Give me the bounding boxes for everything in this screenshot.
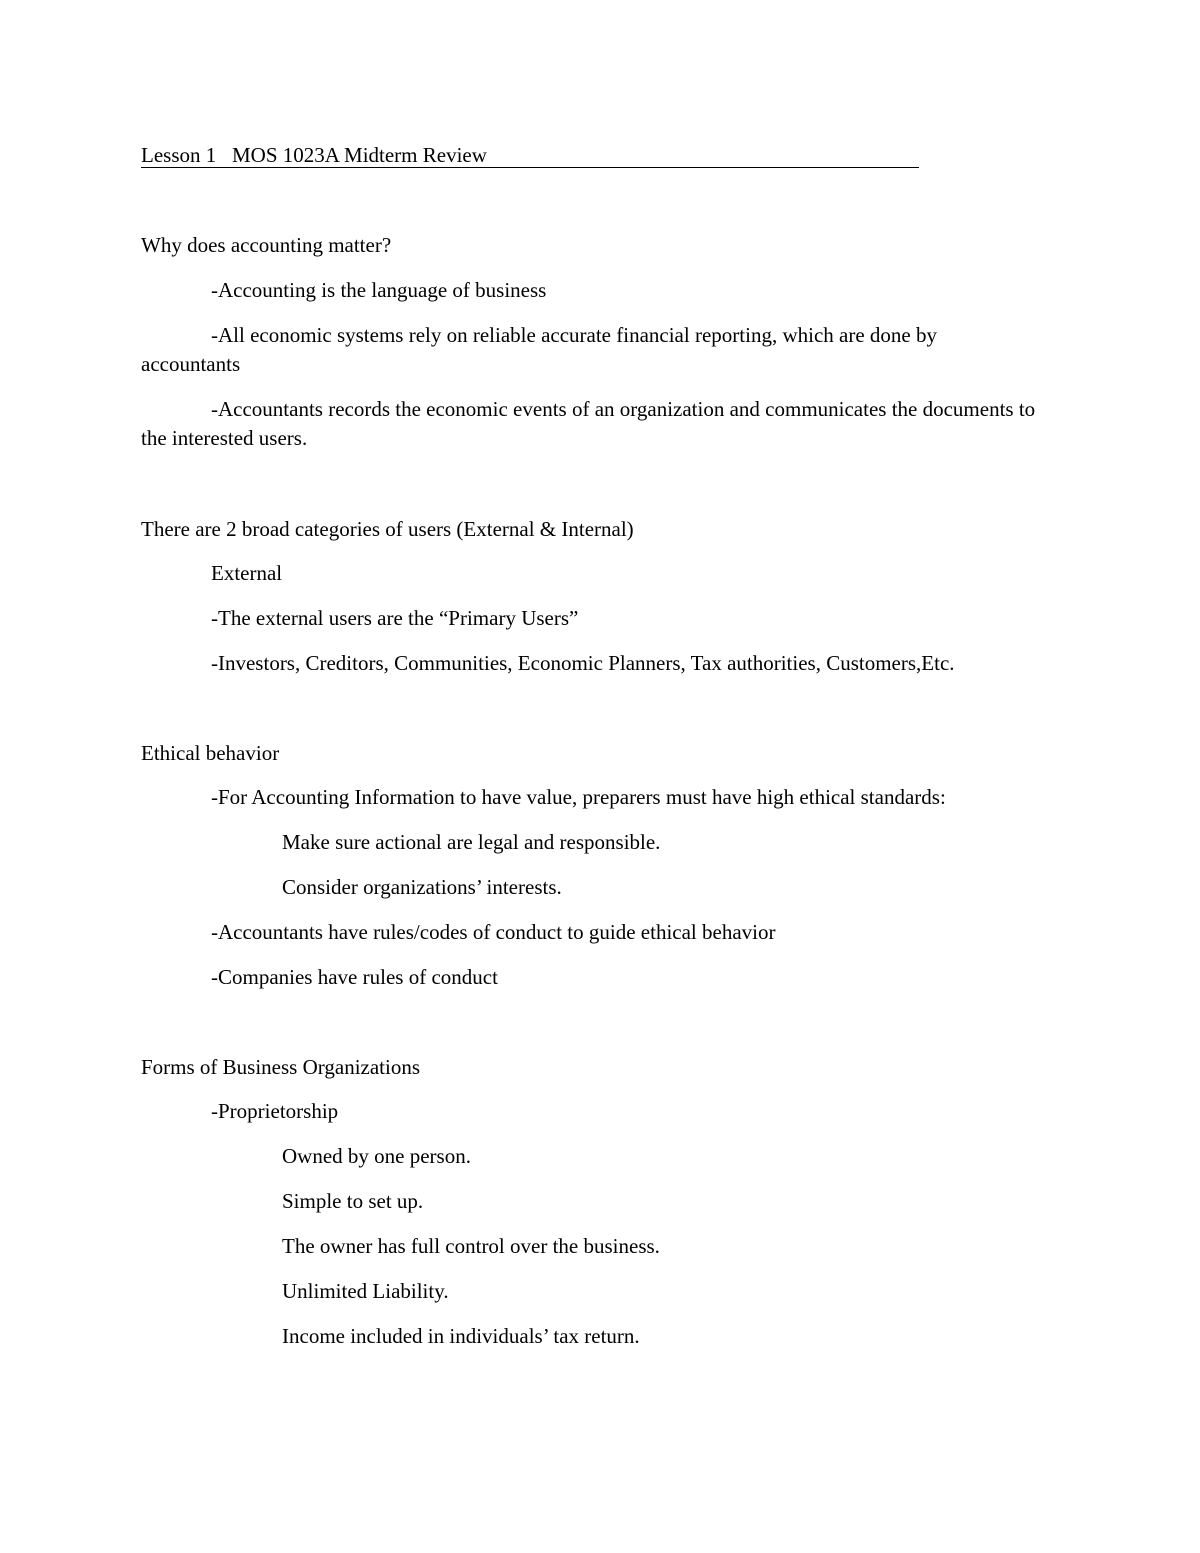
ethics-sub-item-2: Consider organizations’ interests. xyxy=(282,875,562,899)
ethics-item-2: -Companies have rules of conduct xyxy=(211,965,498,989)
forms-item-5: Income included in individuals’ tax return. xyxy=(282,1324,640,1348)
ethics-sub-item-1: Make sure actional are legal and responsible. xyxy=(282,830,661,854)
users-item-2: -Investors, Creditors, Communities, Economic Planners, Tax authorities, Customers,Etc. xyxy=(211,651,955,675)
why-item-2: -All economic systems rely on reliable accurate financial reporting, which are done by accountants xyxy=(141,323,937,376)
forms-item-1: Owned by one person. xyxy=(282,1144,471,1168)
document-title: Lesson 1 MOS 1023A Midterm Review xyxy=(141,145,919,168)
why-item-1: -Accounting is the language of business xyxy=(211,278,547,302)
ethics-intro: -For Accounting Information to have value, preparers must have high ethical standards: xyxy=(211,785,946,809)
forms-item-3: The owner has full control over the business. xyxy=(282,1234,660,1258)
section-heading-forms: Forms of Business Organizations xyxy=(141,1055,421,1079)
section-heading-why: Why does accounting matter? xyxy=(141,233,392,257)
forms-item-4: Unlimited Liability. xyxy=(282,1279,449,1303)
ethics-item-1: -Accountants have rules/codes of conduct to guide ethical behavior xyxy=(211,920,776,944)
section-heading-ethics: Ethical behavior xyxy=(141,741,280,765)
forms-item-2: Simple to set up. xyxy=(282,1189,424,1213)
forms-subheading-proprietorship: -Proprietorship xyxy=(211,1099,339,1123)
users-subheading-external: External xyxy=(211,561,283,585)
section-heading-users: There are 2 broad categories of users (External & Internal) xyxy=(141,517,634,541)
why-item-3: -Accountants records the economic events of an organization and communicates the documents to the interested users. xyxy=(141,397,1036,450)
users-item-1: -The external users are the “Primary Users” xyxy=(211,606,579,630)
